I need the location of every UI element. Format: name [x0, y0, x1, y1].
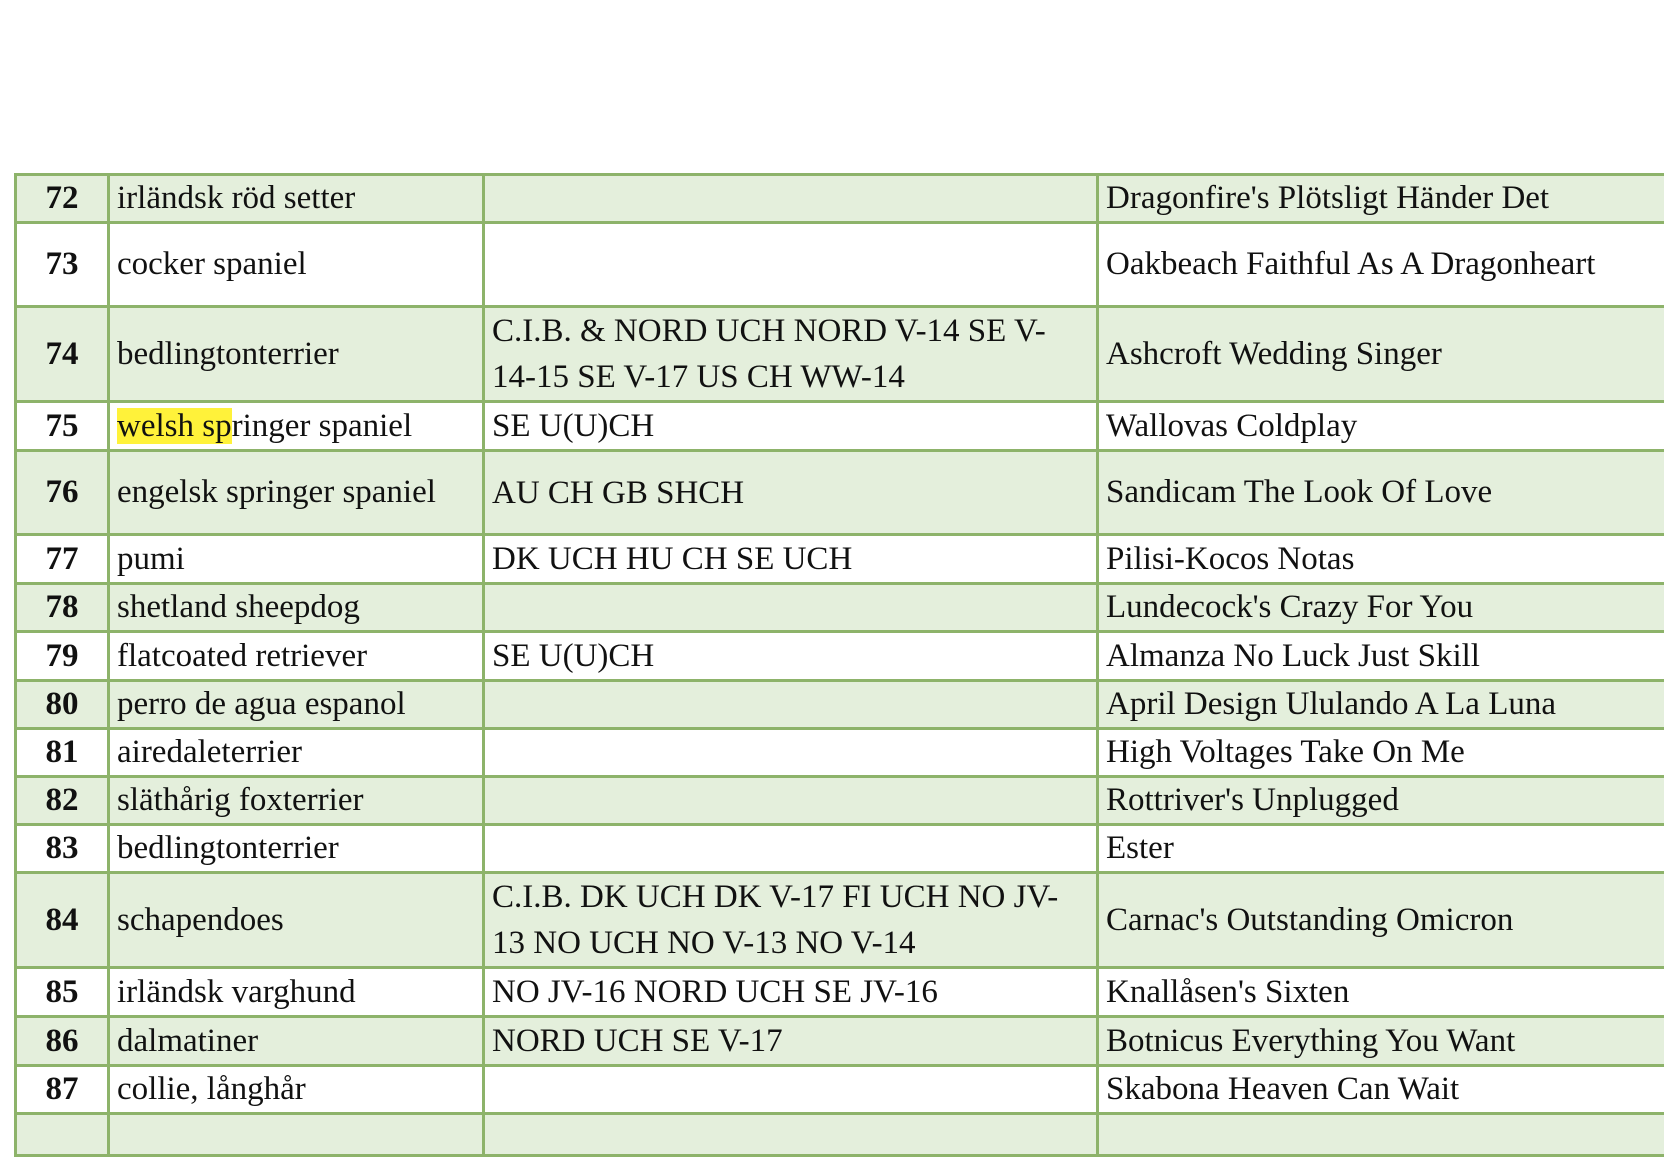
- titles-cell: [484, 729, 1098, 777]
- dog-name-cell: Oakbeach Faithful As A Dragonheart: [1098, 223, 1664, 307]
- dog-name-cell: Ester: [1098, 825, 1664, 873]
- dog-name-cell: Pilisi-Kocos Notas: [1098, 535, 1664, 584]
- table-row: [16, 584, 1664, 632]
- dog-name-cell: Carnac's Outstanding Omicron: [1098, 873, 1664, 968]
- breed-cell: bedlingtonterrier: [109, 307, 484, 402]
- breed-cell: [109, 1114, 484, 1156]
- row-number: 75: [16, 402, 109, 451]
- row-number: [16, 1114, 109, 1156]
- dog-name-cell: Rottriver's Unplugged: [1098, 777, 1664, 825]
- table-row: [16, 681, 1664, 729]
- dog-name-cell: Knallåsen's Sixten: [1098, 968, 1664, 1017]
- dog-name-cell: [1098, 1114, 1664, 1156]
- table-row: [16, 402, 1664, 451]
- titles-cell: [484, 1066, 1098, 1114]
- row-number: 74: [16, 307, 109, 402]
- table-row: [16, 873, 1664, 968]
- dog-name-cell: Almanza No Luck Just Skill: [1098, 632, 1664, 681]
- breed-cell: dalmatiner: [109, 1017, 484, 1066]
- breed-cell: collie, långhår: [109, 1066, 484, 1114]
- row-number: 81: [16, 729, 109, 777]
- breed-cell: [109, 402, 484, 451]
- table-row: [16, 825, 1664, 873]
- dog-name-cell: April Design Ululando A La Luna: [1098, 681, 1664, 729]
- titles-cell: [484, 175, 1098, 223]
- titles-cell: SE U(U)CH: [484, 402, 1098, 451]
- breed-cell: pumi: [109, 535, 484, 584]
- titles-cell: [484, 223, 1098, 307]
- row-number: 76: [16, 451, 109, 535]
- titles-cell: NORD UCH SE V-17: [484, 1017, 1098, 1066]
- titles-cell: C.I.B. DK UCH DK V-17 FI UCH NO JV-13 NO UCH NO V-13 NO V-14: [484, 873, 1098, 968]
- search-highlight: welsh sp: [117, 408, 232, 444]
- breed-cell: shetland sheepdog: [109, 584, 484, 632]
- titles-cell: C.I.B. & NORD UCH NORD V-14 SE V-14-15 SE V-17 US CH WW-14: [484, 307, 1098, 402]
- dog-name-cell: Ashcroft Wedding Singer: [1098, 307, 1664, 402]
- table-row: [16, 223, 1664, 307]
- titles-cell: [484, 825, 1098, 873]
- breed-cell: perro de agua espanol: [109, 681, 484, 729]
- table-row: [16, 535, 1664, 584]
- table-row: [16, 777, 1664, 825]
- titles-cell: [484, 681, 1098, 729]
- breed-cell: flatcoated retriever: [109, 632, 484, 681]
- breed-cell: schapendoes: [109, 873, 484, 968]
- row-number: 86: [16, 1017, 109, 1066]
- breed-text: ringer spaniel: [232, 408, 413, 444]
- row-number: 77: [16, 535, 109, 584]
- breed-cell: engelsk springer spaniel: [109, 451, 484, 535]
- breed-cell: airedaleterrier: [109, 729, 484, 777]
- breed-cell: bedlingtonterrier: [109, 825, 484, 873]
- row-number: 78: [16, 584, 109, 632]
- table-row: [16, 729, 1664, 777]
- table-row: [16, 307, 1664, 402]
- breed-cell: irländsk röd setter: [109, 175, 484, 223]
- row-number: 73: [16, 223, 109, 307]
- dog-name-cell: Wallovas Coldplay: [1098, 402, 1664, 451]
- dog-name-cell: High Voltages Take On Me: [1098, 729, 1664, 777]
- dog-name-cell: Sandicam The Look Of Love: [1098, 451, 1664, 535]
- table-row: [16, 968, 1664, 1017]
- row-number: 83: [16, 825, 109, 873]
- titles-cell: [484, 777, 1098, 825]
- row-number: 82: [16, 777, 109, 825]
- row-number: 85: [16, 968, 109, 1017]
- titles-cell: DK UCH HU CH SE UCH: [484, 535, 1098, 584]
- breed-cell: irländsk varghund: [109, 968, 484, 1017]
- row-number: 80: [16, 681, 109, 729]
- titles-cell: [484, 584, 1098, 632]
- table-row: [16, 175, 1664, 223]
- titles-cell: [484, 1114, 1098, 1156]
- table-row: [16, 1066, 1664, 1114]
- dog-name-cell: Skabona Heaven Can Wait: [1098, 1066, 1664, 1114]
- titles-cell: NO JV-16 NORD UCH SE JV-16: [484, 968, 1098, 1017]
- dog-name-cell: Dragonfire's Plötsligt Händer Det: [1098, 175, 1664, 223]
- table-row: [16, 632, 1664, 681]
- row-number: 72: [16, 175, 109, 223]
- titles-cell: AU CH GB SHCH: [484, 451, 1098, 535]
- dog-name-cell: Lundecock's Crazy For You: [1098, 584, 1664, 632]
- titles-cell: SE U(U)CH: [484, 632, 1098, 681]
- breed-cell: cocker spaniel: [109, 223, 484, 307]
- breed-cell: släthårig foxterrier: [109, 777, 484, 825]
- row-number: 79: [16, 632, 109, 681]
- row-number: 84: [16, 873, 109, 968]
- results-table: [14, 173, 1664, 1157]
- table-row-partial: [16, 1114, 1664, 1156]
- table-row: [16, 1017, 1664, 1066]
- table-row: [16, 451, 1664, 535]
- row-number: 87: [16, 1066, 109, 1114]
- dog-name-cell: Botnicus Everything You Want: [1098, 1017, 1664, 1066]
